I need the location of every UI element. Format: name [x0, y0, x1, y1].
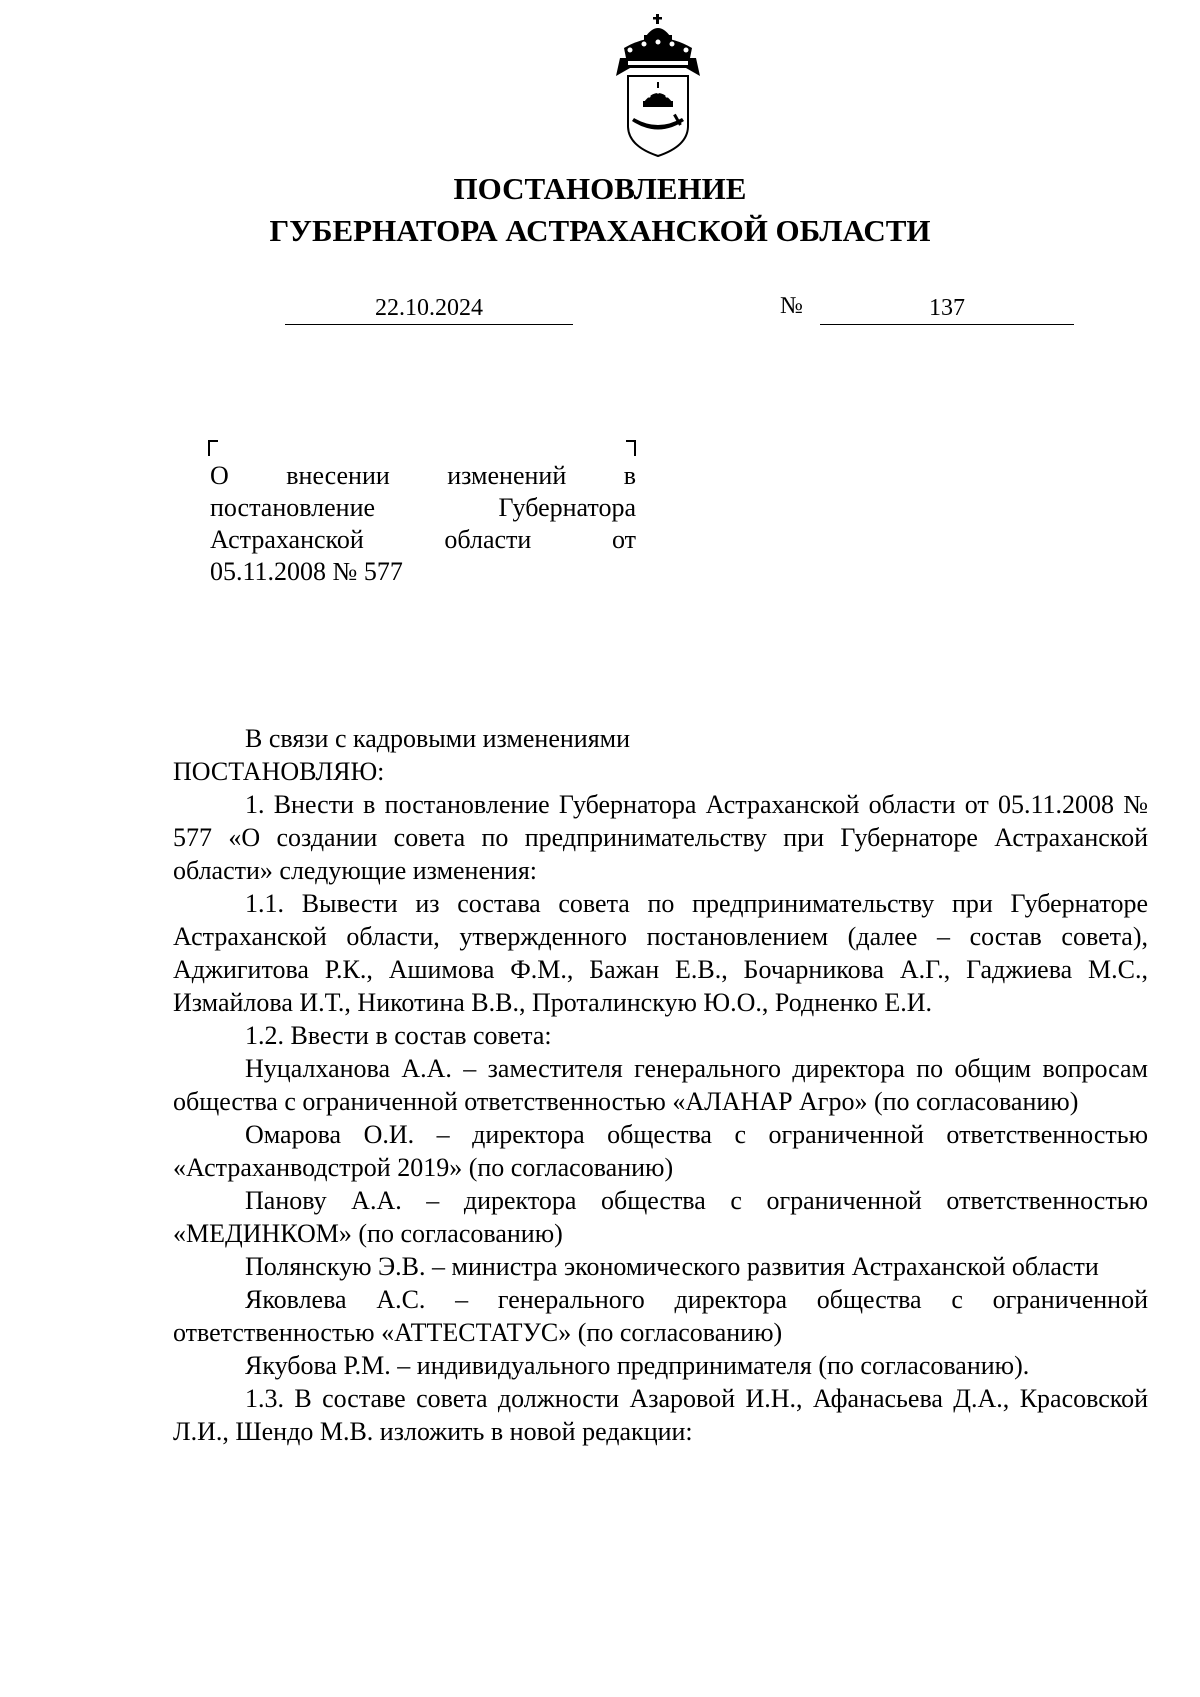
document-title: ПОСТАНОВЛЕНИЕ [453, 171, 747, 206]
document-date: 22.10.2024 [375, 295, 483, 321]
document-issuer: ГУБЕРНАТОРА АСТРАХАНСКОЙ ОБЛАСТИ [269, 213, 931, 248]
subject-corner-right [626, 440, 636, 456]
body-paragraph: 1.1. Вывести из состава совета по предпринимательству при Губернаторе Астраханской области, утвержденного постановлением (далее – состав совета), Аджигитова Р.К., Ашимова Ф.М., Бажан Е.В., Бочарникова А.Г., Гаджиева М.С., Измайлова И.Т., Никотина В.В., Проталинскую Ю.О., Родненко Е.И. [173, 889, 1148, 1017]
subject-corner-left [208, 440, 218, 456]
document-subject [210, 460, 636, 588]
body-paragraph: Якубова Р.М. – индивидуального предпринимателя (по согласованию). [245, 1351, 1030, 1380]
body-paragraph: Полянскую Э.В. – министра экономического развития Астраханской области [245, 1252, 1099, 1281]
body-paragraph: Яковлева А.С. – генерального директора общества с ограниченной ответственностью «АТТЕСТАТУС» (по согласованию) [173, 1285, 1148, 1347]
body-paragraph: 1. Внести в постановление Губернатора Астраханской области от 05.11.2008 № 577 «О создании совета по предпринимательству при Губернаторе Астраханской области» следующие изменения: [173, 790, 1148, 885]
document-body [173, 722, 1148, 1448]
body-paragraph: Панову А.А. – директора общества с ограниченной ответственностью «МЕДИНКОМ» (по согласованию) [173, 1186, 1148, 1248]
number-underline [820, 324, 1074, 325]
document-number: 137 [929, 295, 965, 321]
date-underline [285, 324, 573, 325]
body-paragraph: Омарова О.И. – директора общества с ограниченной ответственностью «Астраханводстрой 2019» (по согласованию) [173, 1120, 1148, 1182]
coat-of-arms-emblem [608, 14, 708, 159]
subject-line: Астраханской области от [210, 525, 636, 554]
body-paragraph: Нуцалханова А.А. – заместителя генерального директора по общим вопросам общества с ограниченной ответственностью «АЛАНАР Агро» (по согласованию) [173, 1054, 1148, 1116]
body-paragraph: 1.3. В составе совета должности Азаровой И.Н., Афанасьева Д.А., Красовской Л.И., Шендо М.В. изложить в новой редакции: [173, 1384, 1148, 1446]
subject-line: 05.11.2008 № 577 [210, 557, 403, 586]
body-paragraph: 1.2. Ввести в состав совета: [245, 1021, 552, 1050]
body-paragraph: В связи с кадровыми изменениями [245, 724, 631, 753]
subject-line: постановление Губернатора [210, 493, 636, 522]
number-sign: № [780, 293, 803, 319]
subject-line: О внесении изменений в [210, 461, 636, 490]
decree-word: ПОСТАНОВЛЯЮ: [173, 757, 385, 786]
